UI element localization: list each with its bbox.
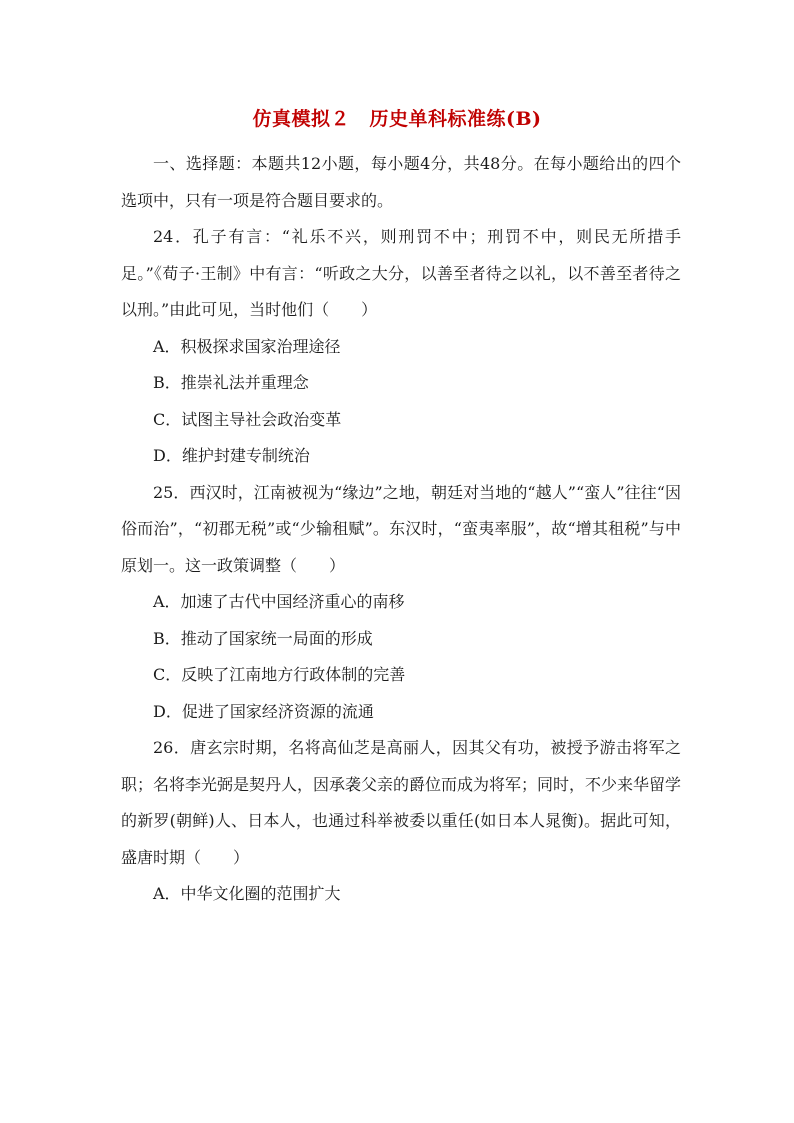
question-25: [121, 475, 681, 731]
option-c: C．试图主导社会政治变革: [153, 409, 342, 429]
document-title: 仿真模拟２ 历史单科标准练(B): [252, 108, 542, 130]
option-a: A．加速了古代中国经济重心的南移: [153, 592, 405, 611]
option-d: D．促进了国家经济资源的流通: [153, 701, 374, 721]
option-d: D．维护封建专制统治: [153, 446, 310, 465]
question-stem: 25．西汉时，江南被视为“缘边”之地，朝廷对当地的“越人”“蛮人”往往“因俗而治”，“初郡无税”或“少输租赋”。东汉时，“蛮夷率服”，故“增其租税”与中原划一。这一政策调整（ ）: [121, 482, 681, 575]
option-b: B．推崇礼法并重理念: [153, 373, 309, 392]
document-body: [121, 146, 681, 913]
option-b: B．推动了国家统一局面的形成: [153, 628, 373, 648]
question-stem: 24．孔子有言：“礼乐不兴，则刑罚不中；刑罚不中，则民无所措手足。”《荀子·王制》中有言：“听政之大分，以善至者待之以礼，以不善至者待之以刑。”由此可见，当时他们（ ）: [121, 227, 681, 319]
option-c: C．反映了江南地方行政体制的完善: [153, 665, 406, 684]
question-stem: 26．唐玄宗时期，名将高仙芝是高丽人，因其父有功，被授予游击将军之职；名将李光弼是契丹人，因承袭父亲的爵位而成为将军；同时，不少来华留学的新罗(朝鲜)人、日本人，也通过科举被委以重任(如日本人晁衡)。据此可知，盛唐时期（ ）: [121, 738, 682, 867]
option-a: A．积极探求国家治理途径: [153, 336, 341, 356]
section-instruction: 一、选择题：本题共12小题，每小题4分，共48分。在每小题给出的四个选项中，只有一项是符合题目要求的。: [121, 154, 681, 210]
option-a: A．中华文化圈的范围扩大: [153, 884, 341, 903]
question-26: [121, 730, 681, 913]
question-24: [121, 219, 681, 475]
